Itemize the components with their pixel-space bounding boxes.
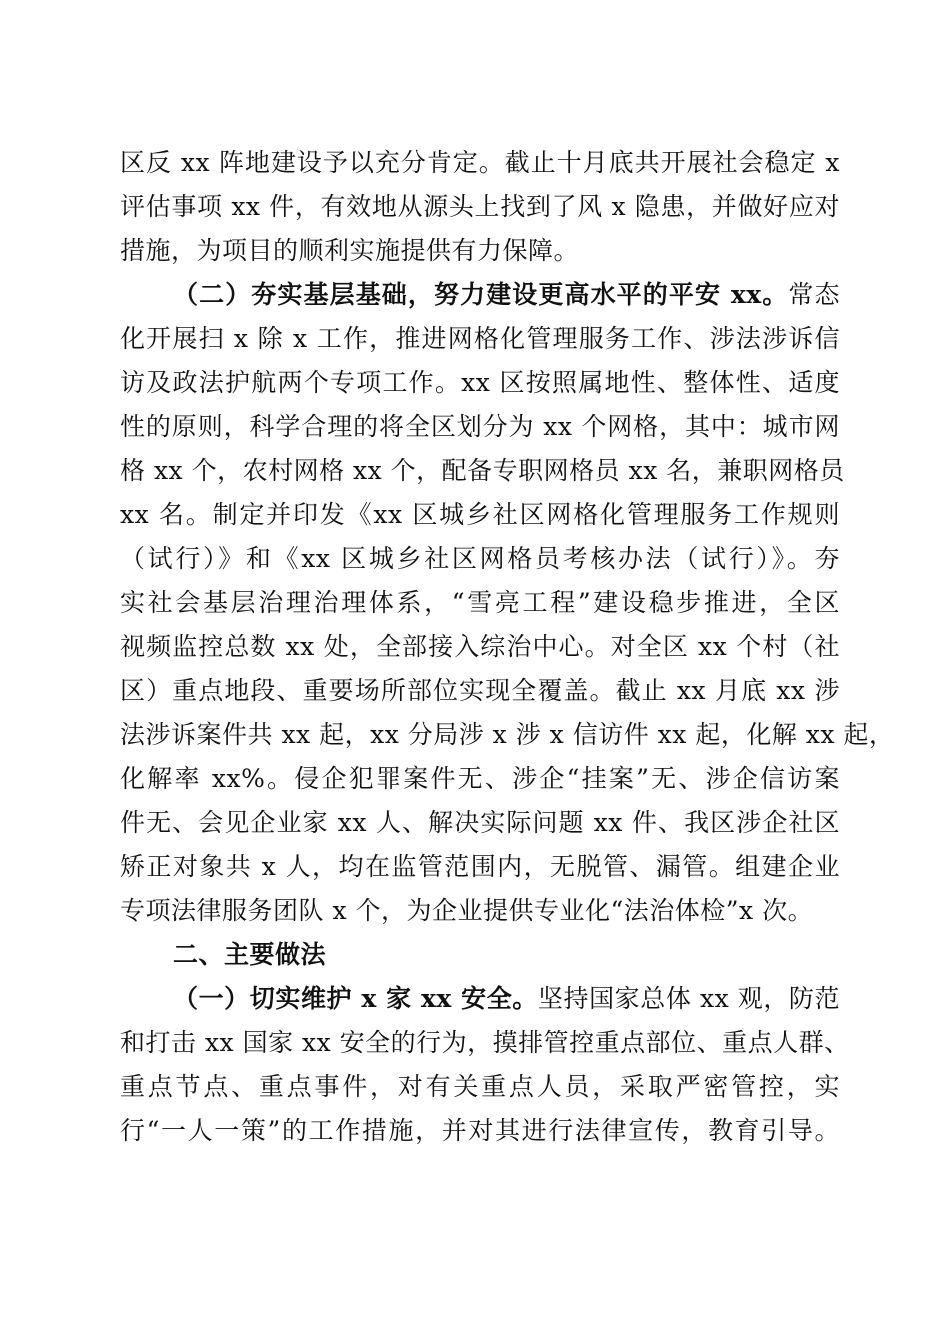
paragraph-line: xx 名。制定并印发《xx 区城乡社区网格化管理服务工作规则 xyxy=(120,500,840,529)
section-2-text: 常态 xyxy=(788,280,840,309)
paragraph-line: 矫正对象共 x 人，均在监管范围内，无脱管、漏管。组建企业 xyxy=(120,852,840,881)
paragraph-line: 措施，为项目的顺利实施提供有力保障。 xyxy=(120,236,580,265)
section-3-heading: （一）切实维护 x 家 xx 安全。 xyxy=(173,984,538,1013)
section-3-first-line xyxy=(173,984,840,1014)
section-2-heading: （二）夯实基层基础，努力建设更高水平的平安 xx。 xyxy=(173,280,789,309)
paragraph-line: 法涉诉案件共 xx 起，xx 分局涉 x 涉 x 信访件 xx 起，化解 xx 起， xyxy=(120,720,895,749)
section-3-text: 坚持国家总体 xx 观，防范 xyxy=(537,984,841,1013)
paragraph-line: 专项法律服务团队 x 个，为企业提供专业化“法治体检”x 次。 xyxy=(120,896,814,925)
paragraph-line: 行“一人一策”的工作措施，并对其进行法律宣传，教育引导。 xyxy=(120,1116,840,1145)
paragraph-line: 评估事项 xx 件，有效地从源头上找到了风 x 隐患，并做好应对 xyxy=(120,192,840,221)
paragraph-line: 实社会基层治理治理体系，“雪亮工程”建设稳步推进，全区 xyxy=(120,588,840,617)
paragraph-line: 化开展扫 x 除 x 工作，推进网格化管理服务工作、涉法涉诉信 xyxy=(120,324,840,353)
paragraph-line: 格 xx 个，农村网格 xx 个，配备专职网格员 xx 名，兼职网格员 xyxy=(120,456,845,485)
paragraph-line: 区反 xx 阵地建设予以充分肯定。截止十月底共开展社会稳定 x xyxy=(120,148,840,177)
paragraph-line: 重点节点、重点事件，对有关重点人员，采取严密管控，实 xyxy=(120,1072,840,1101)
paragraph-line: 视频监控总数 xx 处，全部接入综治中心。对全区 xx 个村（社 xyxy=(120,632,840,661)
paragraph-line: 和打击 xx 国家 xx 安全的行为，摸排管控重点部位、重点人群、 xyxy=(120,1028,850,1057)
main-heading: 二、主要做法 xyxy=(173,940,327,969)
paragraph-line: （试行）》和《xx 区城乡社区网格员考核办法（试行）》。夯 xyxy=(120,544,840,573)
paragraph-line: 件无、会见企业家 xx 人、解决实际问题 xx 件、我区涉企社区 xyxy=(120,808,840,837)
paragraph-line: 性的原则，科学合理的将全区划分为 xx 个网格，其中：城市网 xyxy=(120,412,840,441)
paragraph-line: 区）重点地段、重要场所部位实现全覆盖。截止 xx 月底 xx 涉 xyxy=(120,676,840,705)
paragraph-line: 化解率 xx%。侵企犯罪案件无、涉企“挂案”无、涉企信访案 xyxy=(120,764,840,793)
paragraph-line: 访及政法护航两个专项工作。xx 区按照属地性、整体性、适度 xyxy=(120,368,840,397)
section-2-first-line xyxy=(173,280,840,310)
